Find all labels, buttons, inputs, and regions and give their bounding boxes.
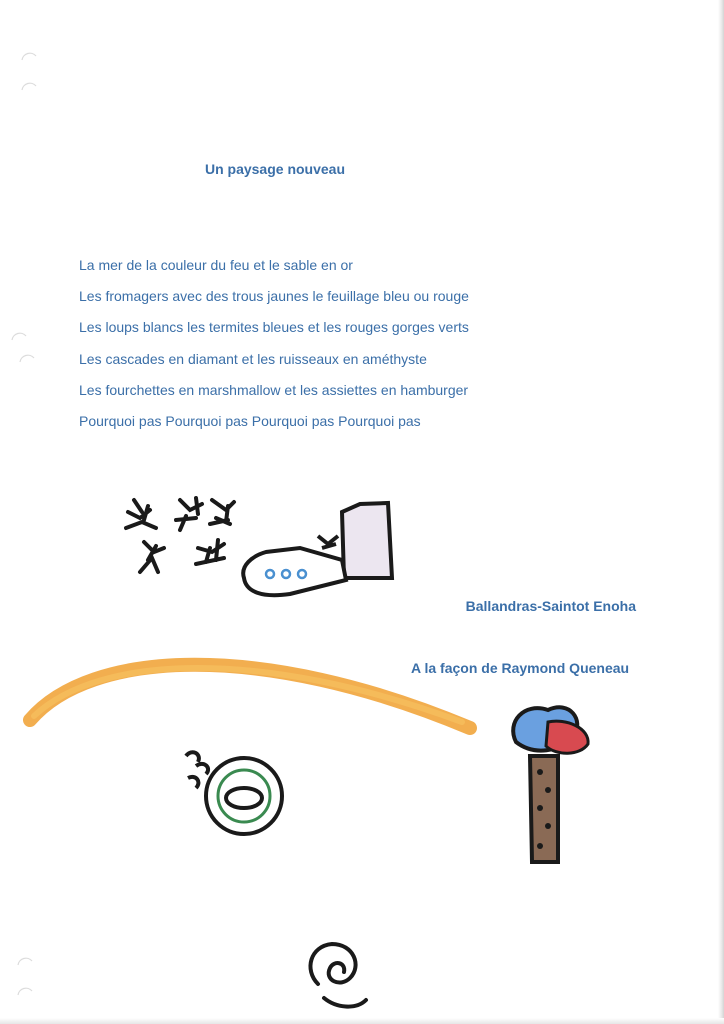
author-name: Ballandras-Saintot Enoha [465,598,636,614]
poem-line: Les loups blancs les termites bleues et les rouges gorges verts [79,319,469,336]
poem-line: Pourquoi pas Pourquoi pas Pourquoi pas Pourquoi pas [79,412,421,429]
boat-drawing [243,503,392,595]
poem-line: Les fromagers avec des trous jaunes le feuillage bleu ou rouge [79,288,469,305]
bird-drawing [186,752,282,834]
poem-line: Les fourchettes en marshmallow et les assiettes en hamburger [79,381,469,398]
page-edge [718,0,724,1024]
binder-holes [12,53,36,995]
poem-line: La mer de la couleur du feu et le sable en or [79,257,353,273]
termites-drawing [126,498,234,572]
page-bottom-edge [0,1018,724,1024]
poem-line: Les cascades en diamant et les ruisseaux en améthyste [79,350,427,367]
snail-drawing [310,944,366,1007]
style-credit: A la façon de Raymond Queneau [411,660,630,676]
tree-drawing [513,707,588,862]
poem-title: Un paysage nouveau [204,161,346,177]
crayon-arc-drawing [30,665,470,728]
